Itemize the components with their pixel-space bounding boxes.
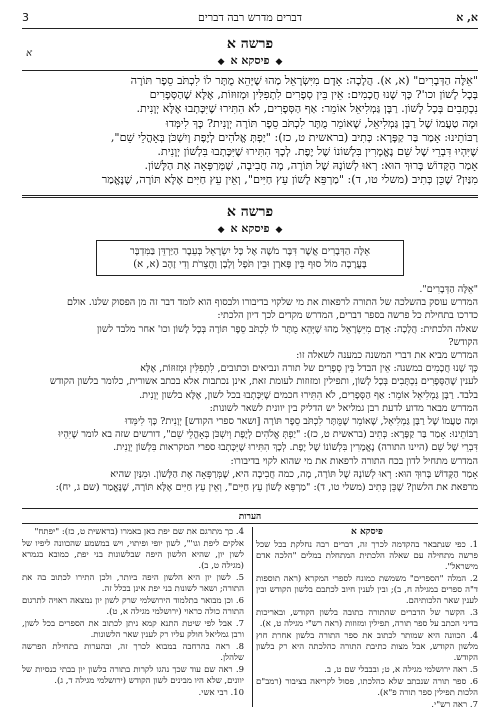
parasha-heading: פרשה א	[226, 36, 274, 52]
piska-label: פיסקא א	[230, 54, 270, 67]
footnote: אלקים ליפת וגו'", לשון יופי ופיתוי, ויש במשמע שהכוונה ליפיו של לשון יון, שהיא הלשון היפה שבלשונות בני יפת, כמובא בגמרא (מגילה ט, ב).	[22, 539, 244, 571]
footnote: 5. ראה ירושלמי מגילה א, ט; ובבבלי שם ט, ב.	[324, 665, 478, 675]
elucidation-text	[22, 283, 478, 494]
footnote: 7. ראה רש"י.	[431, 700, 478, 710]
text-line: המדרש עוסק בהשלכה של התורה לרפאות את מי שלקוי בדיבורו ולבסוף הוא לומד דבר זה מן הפסוק שלנו. אולם	[66, 297, 478, 309]
footnote: 4. הכוונה היא שמותר לכתוב את ספר התורה בלשון אחרת חוץ מלשון הקודש, אבל מצות כתיבת התורה כהלכתה היא רק בלשון הקודש.	[256, 631, 478, 663]
text-line: מִנַּיִן? שֶׁכֵּן כְּתִיב (משלי טו, ד): "מַרְפֵּא לָשׁוֹן עֵץ חַיִּים", וְאֵין עֵץ חַיִּים אֶלָּא תּוֹרָה, שֶׁנֶּאֱמַר	[101, 173, 478, 187]
footnote: 4. כך מתרגם את שם יפת כאן באמרו (בראשית ט, כז): "יפתח"	[34, 527, 244, 537]
footnote: 3. הקשר של הדברים שהתורה כתובה בלשון הקודש, ובאריכות בדיני הכתב על ספר תורה, תפילין ומזוזות (ראה רש"י מגילה ט, א).	[256, 608, 478, 629]
text-line: המדרש מבאר מדוע לדעת רבן גמליאל יש הדליק בין יוונית לשאר לשונות:	[209, 402, 478, 414]
text-line: בְּכָל לָשׁוֹן וכו'? כָּךְ שָׁנוּ חֲכָמִים: אֵין בֵּין סְפָרִים לִתְפִלִּין וּמְזוּזוֹת, אֶלָּא שֶׁהַסְּפָרִים	[149, 88, 478, 102]
text-line: כדרכו בתחילת כל פרשה בספר דברים, המדרש מקדים לכך דיון הלכתי:	[217, 310, 478, 322]
notes-right-column	[256, 527, 478, 712]
text-line: דִּבְרֵי שֶׁל שֵׁם (היינו התורה) נֶאֱמָרִין בִּלְשׁוֹנוֹ שֶׁל יֶפֶת. לְכָךְ הִתִּירוּ שֶׁיִּכָּתְבוּ ספרי המקראות בִּלְשׁוֹן יְוָנִית.	[113, 442, 478, 454]
text-line: שאלה הלכתית: הֲלָכָה: אָדָם מִיִּשְׂרָאֵל מַהוּ שֶׁיְּהֵא מֻתָּר לוֹ לִכְתֹּב סֵפֶר תּוֹרָה בְּכָל לָשׁוֹן וכו' אחר מלבד לשון	[96, 323, 478, 335]
verse-line: אֵלֶּה הַדְּבָרִים אֲשֶׁר דִּבֶּר מֹשֶׁה אֶל כָּל יִשְׂרָאֵל בְּעֵבֶר הַיַּרְדֵּן בַּמִּדְבָּר	[129, 246, 371, 257]
footnote: 7. אבל לפי שיטת התנא קמא ניתן לכתוב את הספרים בכל לשון, ורבן גמליאל חולק עליו רק לענין שאר הלשונות.	[22, 619, 244, 640]
footnote: 6. וכן מבואר בתלמוד הירושלמי שרק לשון יון נמצאה ראויה לתרגום התורה כולה כראוי (ירושלמי מגילה א, ט).	[22, 596, 244, 617]
divider	[22, 70, 478, 71]
diamond-icon: ◆	[217, 57, 225, 67]
piska-heading	[22, 54, 478, 67]
footnote: 5. לשון יון היא הלשון היפה ביותר, ולכן התירו לכתוב בה את התורה; ושאר לשונות בני יפת אינן בכלל זה.	[22, 573, 244, 594]
diamond-icon: ◆	[275, 57, 283, 67]
footnote: 10. רבי אשי.	[198, 688, 244, 698]
running-header	[22, 10, 478, 29]
text-line: כָּךְ שָׁנוּ חֲכָמִים במשנה: אֵין הבדל בֵּין סְפָרִים של תורה ונביאים וכתובים, לִתְפִלִּין וּמְזוּזוֹת, אֶלָּא	[140, 363, 478, 375]
header-book-title: דברים מדרש רבה דברים	[197, 11, 302, 24]
header-chapter-ref: א, א	[456, 11, 478, 24]
column-separator	[252, 527, 253, 707]
text-line: נִכְתָּבִים בְּכָל לָשׁוֹן. רַבָּן גַּמְלִיאֵל אוֹמֵר: אַף הַסְּפָרִים, לֹא הִתִּירוּ שֶׁיִּכָּתְבוּ אֶלָּא יְוָנִית.	[136, 102, 478, 116]
notes-divider-2	[22, 523, 478, 524]
text-line: המדרש מתחיל לדון בכח התורה לרפאות את מי שהוא לקוי בדיבורו:	[230, 455, 478, 467]
parasha-heading-2: פרשה א	[226, 204, 274, 220]
text-line: בלבד. רַבָּן גַּמְלִיאֵל אוֹמֵר: אַף הַסְּפָרִים, לֹא הִתִּירוּ חכמים שֶׁיִּכָּתְבוּ בכל לשון, אֶלָּא בלשון יְוָנִית.	[139, 389, 478, 401]
verse-line: בָּעֲרָבָה מוֹל סוּף בֵּין פָּארָן וּבֵין תֹּפֶל וְלָבָן וַחֲצֵרֹת וְדִי זָהָב (א, א)	[133, 259, 367, 270]
footnote: 1. כפי שנתבאר בהקדמה לכרך זה, דברים רבה נחלקת בכל שכל פרשה מתחילה עם שאלה הלכתית המתחלת במלים "הלכה אדם מישראל".	[256, 540, 478, 572]
footnote: 2. המלה "הספרים" משמשת כמונח לספרי המקרא (ראה תוספות ד"ה ספרים במגילה ח, ב); ובין לענין חיוב לכתבם בלשון הקודש ובין לענין שאר הלכותיהם.	[256, 574, 478, 606]
section-marker: א	[26, 48, 33, 59]
header-page-number: 3	[22, 11, 29, 24]
piska-heading-2	[22, 222, 478, 235]
footnote: 6. ספר תורה שנכתב שלא כהלכתו, פסול לקריאה בציבור (רמב"ם הלכות תפילין ספר תורה פ"א).	[256, 677, 478, 698]
text-line: אָמַר הַקָּדוֹשׁ בָּרוּךְ הוּא: רְאוּ לְשׁוֹנָהּ שֶׁל תּוֹרָה, מָה חֲבִיבָה, שֶׁמְּרַפְּאָה אֶת הַלָּשׁוֹן.	[144, 159, 478, 173]
text-line: רַבּוֹתֵינוּ: אָמַר בַּר קַפָּרָא: כְּתִיב (בראשית ט, כז): "יַפְתְּ אֱלֹהִים לְיֶפֶת וְיִשְׁכֹּן בְּאָהֳלֵי שֵׁם",	[110, 130, 478, 144]
text-line: וּמָה טַעֲמוֹ שֶׁל רַבָּן גַּמְלִיאֵל, שֶׁאוֹמֵר מֻתָּר לִכְתֹּב סֵפֶר תּוֹרָה יְוָנִית? כָּךְ לִימְּדוּ	[165, 116, 478, 130]
diamond-icon: ◆	[217, 225, 225, 235]
text-line: שֶׁיִּהְיוּ דִּבְרֵי שֶׁל שֵׁם נֶאֱמָרִין בִּלְשׁוֹנוֹ שֶׁל יֶפֶת. לְכָךְ הִתִּירוּ שֶׁיִּכָּתְבוּ בִּלְשׁוֹן יְוָנִית.	[157, 145, 478, 159]
text-line: הקודש?	[448, 336, 478, 348]
notes-heading: פיסקא א	[351, 527, 383, 537]
verse-box	[96, 240, 404, 276]
footnote: 8. ראה בהרחבה במבוא לכרך זה, ובהערות בתחילת הפרשה שלהלן.	[22, 642, 244, 663]
elucidation-piska	[22, 222, 478, 235]
text-line: רַבּוֹתֵינוּ: אָמַר בַּר קַפָּרָא: כְּתִיב (בראשית ט, כז): "יַפְתְּ אֱלֹהִים לְיֶפֶת וְיִשְׁכֹּן בְּאָהֳלֵי שֵׁם", דורשים שזה בא לומר שֶׁיִּהְיוּ	[58, 429, 478, 441]
notes-title: הערות	[238, 512, 262, 522]
text-line: "אֵלֶּה הַדְּבָרִים".	[419, 284, 478, 295]
footnote: 9. ראה שם עוד שכך נהגו לקרות בתורה בלשון יון בבתי כנסיות של יוונים, שלא היו מבינים לשון הקודש (ירושלמי מגילה ד, ג).	[22, 665, 244, 686]
elucidation-section	[22, 204, 478, 221]
diamond-icon: ◆	[275, 225, 283, 235]
original-piska	[22, 54, 478, 67]
notes-left-column	[22, 527, 244, 700]
text-line: המדרש מביא את דברי המשנה כמענה לשאלה זו:	[296, 350, 478, 362]
text-line: לענין שֶׁהַסְּפָרִים נִכְתָּבִים בְּכָל לָשׁוֹן, ותפילין ומזוזות לעומת זאת, אינן נכתבות אלא בכתב אשורית, כלומר בלשון הקודש	[49, 376, 478, 388]
original-text	[22, 74, 478, 188]
text-line: "אֵלֶּה הַדְּבָרִים" (א, א). הֲלָכָה: אָדָם מִיִּשְׂרָאֵל מַהוּ שֶׁיְּהֵא מֻתָּר לוֹ לִכְתֹּב סֵפֶר תּוֹרָה	[130, 74, 478, 87]
text-line: וּמָה טַעֲמוֹ שֶׁל רַבָּן גַּמְלִיאֵל, שֶׁאוֹמֵר שֶׁמֻּתָּר לִכְתֹּב סֵפֶר תּוֹרָה [ושאר ספרי הקודש] יְוָנִית? כָּךְ לִימְּדוּ	[124, 416, 478, 428]
piska-label-2: פיסקא א	[230, 222, 270, 235]
text-line: אָמַר הַקָּדוֹשׁ בָּרוּךְ הוּא: רְאוּ לְשׁוֹנָהּ שֶׁל תּוֹרָה, מָה, כמה חֲבִיבָה היא, שֶׁמְּרַפְּאָה אֶת הַלָּשׁוֹן. וּמִנַּיִן שהיא	[110, 468, 478, 480]
text-line: מרפאת את הלשון? שֶׁכֵּן כְּתִיב (משלי טו, ד): "מַרְפֵּא לָשׁוֹן עֵץ חַיִּים", וְאֵין עֵץ חַיִּים אֶלָּא תּוֹרָה, שֶׁנֶּאֱמַר (שם ג, יח):	[55, 482, 478, 494]
section-divider	[22, 195, 478, 198]
notes-divider	[22, 508, 478, 509]
original-section	[22, 36, 478, 53]
